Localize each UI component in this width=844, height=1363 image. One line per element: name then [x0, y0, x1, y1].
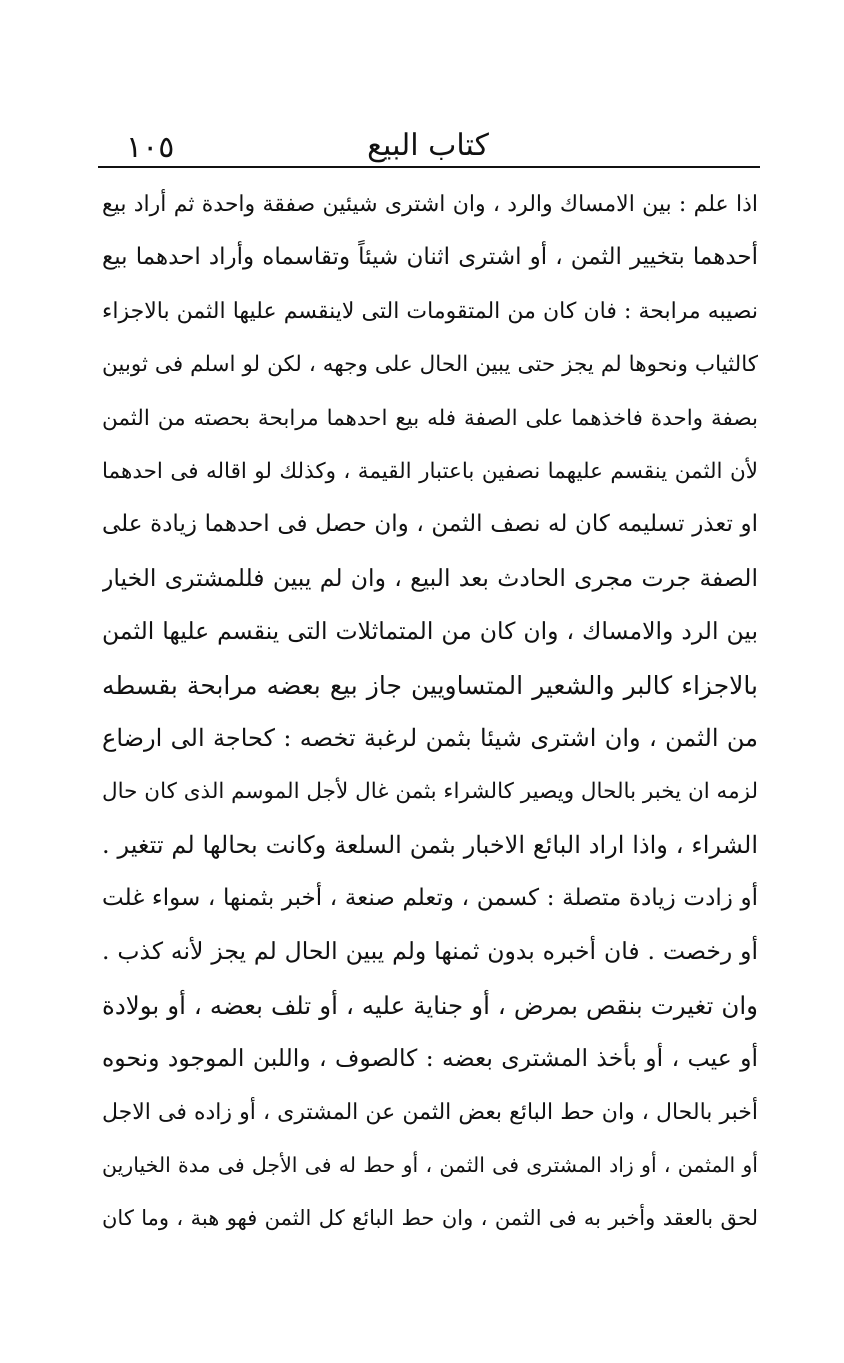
- text-line: لأن الثمن ينقسم عليهما نصفين باعتبار القيمة ، وكذلك لو اقاله فى احدهما: [102, 458, 758, 484]
- text-line: لحق بالعقد وأخبر به فى الثمن ، وان حط البائع كل الثمن فهو هبة ، وما كان: [102, 1206, 758, 1231]
- text-line: أخبر بالحال ، وان حط البائع بعض الثمن عن المشترى ، أو زاده فى الاجل: [102, 1099, 758, 1125]
- text-line: أو زادت زيادة متصلة : كسمن ، وتعلم صنعة ، أخبر بثمنها ، سواء غلت: [102, 885, 758, 912]
- text-line: او تعذر تسليمه كان له نصف الثمن ، وان حصل فى احدهما زيادة على: [102, 511, 758, 538]
- header-rule: [98, 166, 760, 168]
- text-line: كالثياب ونحوها لم يجز حتى يبين الحال على وجهه ، لكن لو اسلم فى ثوبين: [102, 352, 758, 378]
- text-line: الصفة جرت مجرى الحادث بعد البيع ، وان لم يبين فللمشترى الخيار: [102, 563, 758, 592]
- running-title: كتاب البيع: [367, 128, 489, 163]
- text-line: لزمه ان يخبر بالحال ويصير كالشراء بثمن غال لأجل الموسم الذى كان حال: [102, 779, 758, 805]
- text-line: وان تغيرت بنقص بمرض ، أو جناية عليه ، أو تلف بعضه ، أو بولادة: [102, 990, 758, 1020]
- text-line: أو رخصت . فان أخبره بدون ثمنها ولم يبين الحال لم يجز لأنه كذب .: [102, 937, 758, 966]
- page-header: [98, 118, 758, 168]
- text-line: نصيبه مرابحة : فان كان من المتقومات التى لاينقسم عليها الثمن بالاجزاء: [102, 298, 758, 324]
- text-line: أو المثمن ، أو زاد المشترى فى الثمن ، أو حط له فى الأجل فى مدة الخيارين: [102, 1153, 758, 1178]
- page-number: ١٠٥: [126, 130, 175, 165]
- text-line: بالاجزاء كالبر والشعير المتساويين جاز بيع بعضه مرابحة بقسطه: [102, 670, 758, 700]
- text-line: بصفة واحدة فاخذهما على الصفة فله بيع احدهما مرابحة بحصته من الثمن: [102, 405, 758, 431]
- text-line: اذا علم : بين الامساك والرد ، وان اشترى شيئين صفقة واحدة ثم أراد بيع: [102, 192, 758, 217]
- text-line: بين الرد والامساك ، وان كان من المتماثلات التى ينقسم عليها الثمن: [102, 617, 758, 646]
- text-line: أحدهما بتخيير الثمن ، أو اشترى اثنان شيئاً وتقاسماه وأراد احدهما بيع: [102, 244, 758, 271]
- body-text: [102, 178, 758, 1246]
- text-line: الشراء ، واذا اراد البائع الاخبار بثمن السلعة وكانت بحالها لم تتغير .: [102, 830, 758, 859]
- text-line: من الثمن ، وان اشترى شيئا بثمن لرغبة تخصه : كحاجة الى ارضاع: [102, 723, 758, 752]
- text-line: أو عيب ، أو بأخذ المشترى بعضه : كالصوف ، واللبن الموجود ونحوه: [102, 1044, 758, 1073]
